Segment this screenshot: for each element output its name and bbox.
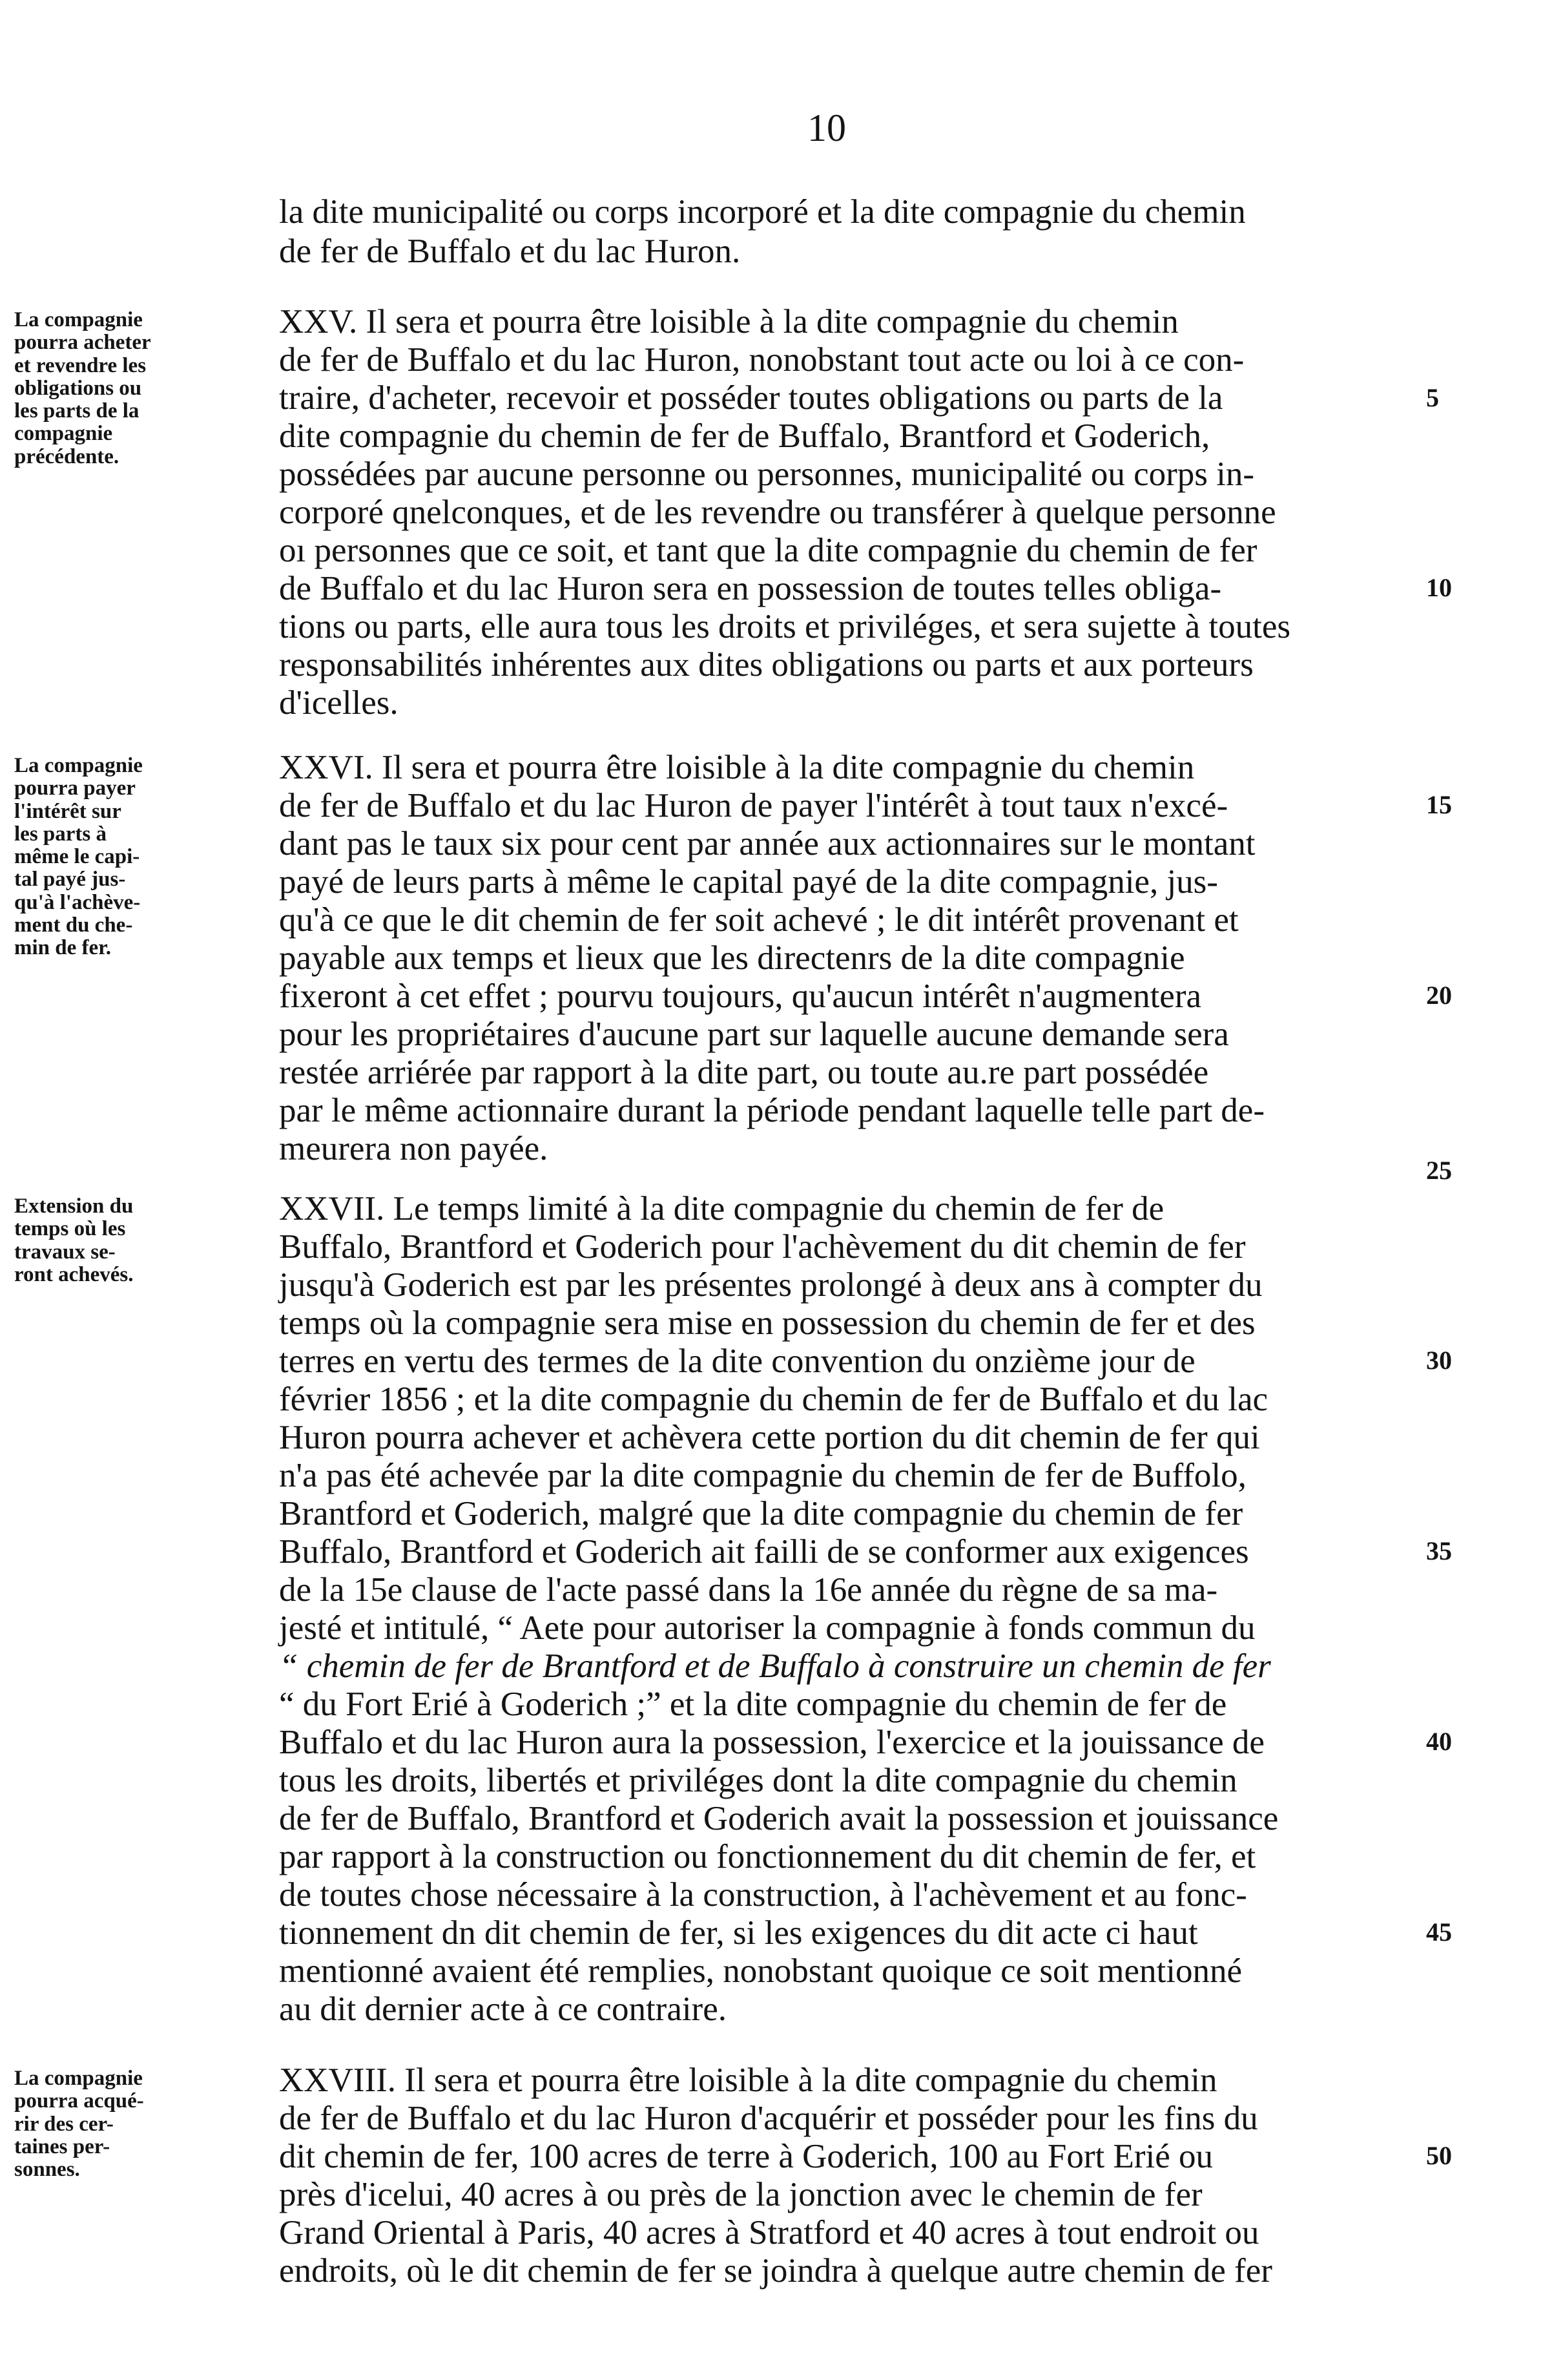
margin-note-line: min de fer. bbox=[14, 936, 112, 960]
margin-note-line: La compagnie bbox=[14, 2067, 143, 2090]
body-line: temps où la compagnie sera mise en possession du chemin de fer et des bbox=[279, 1304, 1256, 1342]
body-line: de Buffalo et du lac Huron sera en possession de toutes telles obliga- bbox=[279, 570, 1222, 607]
body-line: meurera non payée. bbox=[279, 1130, 548, 1167]
body-line: traire, d'acheter, recevoir et posséder toutes obligations ou parts de la bbox=[279, 379, 1223, 417]
body-line: au dit dernier acte à ce contraire. bbox=[279, 1990, 727, 2028]
body-line: Grand Oriental à Paris, 40 acres à Stratford et 40 acres à tout endroit ou bbox=[279, 2214, 1259, 2251]
margin-note bbox=[14, 2067, 266, 2181]
margin-note-line: La compagnie bbox=[14, 754, 143, 777]
body-line: de fer de Buffalo et du lac Huron d'acquérir et posséder pour les fins du bbox=[279, 2100, 1258, 2137]
body-line: XXVI. Il sera et pourra être loisible à la dite compagnie du chemin bbox=[279, 749, 1195, 786]
body-line: oı personnes que ce soit, et tant que la dite compagnie du chemin de fer bbox=[279, 532, 1258, 569]
margin-note-line: La compagnie bbox=[14, 308, 143, 331]
body-line: jusqu'à Goderich est par les présentes prolongé à deux ans à compter du bbox=[279, 1266, 1263, 1304]
margin-note-line: et revendre les bbox=[14, 353, 147, 377]
margin-note-line: obligations ou bbox=[14, 376, 142, 400]
body-line: responsabilités inhérentes aux dites obligations ou parts et aux porteurs bbox=[279, 646, 1254, 684]
body-line: restée arriérée par rapport à la dite part, ou toute au.re part possédée bbox=[279, 1054, 1209, 1091]
line-number: 45 bbox=[1426, 1917, 1452, 1947]
body-line: Huron pourra achever et achèvera cette portion du dit chemin de fer qui bbox=[279, 1419, 1260, 1456]
margin-note-line: précédente. bbox=[14, 444, 119, 468]
line-number: 5 bbox=[1426, 383, 1439, 412]
body-line: terres en vertu des termes de la dite convention du onzième jour de bbox=[279, 1342, 1196, 1380]
margin-note-line: pourra payer bbox=[14, 777, 136, 800]
margin-note-line: les parts de la bbox=[14, 399, 140, 423]
body-line: Buffalo, Brantford et Goderich pour l'achèvement du dit chemin de fer bbox=[279, 1228, 1246, 1266]
body-line: XXV. Il sera et pourra être loisible à la dite compagnie du chemin bbox=[279, 303, 1179, 340]
margin-note-line: taines per- bbox=[14, 2135, 110, 2158]
margin-note-line: l'intérêt sur bbox=[14, 799, 121, 823]
body-line: de fer de Buffalo et du lac Huron, nonobstant tout acte ou loi à ce con- bbox=[279, 341, 1245, 379]
body-line: qu'à ce que le dit chemin de fer soit achevé ; le dit intérêt provenant et bbox=[279, 901, 1239, 939]
body-line: mentionné avaient été remplies, nonobstant quoique ce soit mentionné bbox=[279, 1952, 1242, 1990]
body-line: de toutes chose nécessaire à la construction, à l'achèvement et au fonc- bbox=[279, 1876, 1247, 1914]
body-line: “ chemin de fer de Brantford et de Buffalo à construire un chemin de fer bbox=[279, 1647, 1271, 1685]
margin-note-line: travaux se- bbox=[14, 1240, 116, 1264]
body-line: la dite municipalité ou corps incorporé et la dite compagnie du chemin bbox=[279, 193, 1246, 231]
line-number: 30 bbox=[1426, 1346, 1452, 1375]
body-line: dit chemin de fer, 100 acres de terre à Goderich, 100 au Fort Erié ou bbox=[279, 2138, 1213, 2175]
body-line: tions ou parts, elle aura tous les droits et priviléges, et sera sujette à toutes bbox=[279, 608, 1291, 645]
body-line: par le même actionnaire durant la période pendant laquelle telle part de- bbox=[279, 1092, 1265, 1129]
page-number: 10 bbox=[807, 107, 846, 149]
body-line: jesté et intitulé, “ Aete pour autoriser la compagnie à fonds commun du bbox=[279, 1609, 1256, 1647]
body-line: Buffalo et du lac Huron aura la possession, l'exercice et la jouissance de bbox=[279, 1724, 1265, 1761]
body-line: par rapport à la construction ou fonctionnement du dit chemin de fer, et bbox=[279, 1838, 1256, 1875]
body-line: payable aux temps et lieux que les directenrs de la dite compagnie bbox=[279, 939, 1185, 977]
body-line: tous les droits, libertés et priviléges dont la dite compagnie du chemin bbox=[279, 1762, 1238, 1799]
body-line: fixeront à cet effet ; pourvu toujours, qu'aucun intérêt n'augmentera bbox=[279, 977, 1201, 1015]
body-line: “ du Fort Erié à Goderich ;” et la dite compagnie du chemin de fer de bbox=[279, 1686, 1227, 1723]
margin-note bbox=[14, 309, 266, 468]
line-number: 20 bbox=[1426, 981, 1452, 1010]
body-line: février 1856 ; et la dite compagnie du chemin de fer de Buffalo et du lac bbox=[279, 1381, 1269, 1418]
body-line: dite compagnie du chemin de fer de Buffalo, Brantford et Goderich, bbox=[279, 417, 1210, 455]
body-line: possédées par aucune personne ou personnes, municipalité ou corps in- bbox=[279, 455, 1255, 493]
body-line: pour les propriétaires d'aucune part sur laquelle aucune demande sera bbox=[279, 1016, 1229, 1053]
body-line: n'a pas été achevée par la dite compagnie du chemin de fer de Buffolo, bbox=[279, 1457, 1247, 1494]
line-number: 10 bbox=[1426, 573, 1452, 602]
line-number: 50 bbox=[1426, 2141, 1452, 2170]
margin-note bbox=[14, 1195, 266, 1286]
margin-note-line: sonnes. bbox=[14, 2158, 80, 2182]
body-line: tionnement dn dit chemin de fer, si les exigences du dit acte ci haut bbox=[279, 1914, 1198, 1952]
body-line: Brantford et Goderich, malgré que la dite compagnie du chemin de fer bbox=[279, 1495, 1243, 1532]
body-line: endroits, où le dit chemin de fer se joindra à quelque autre chemin de fer bbox=[279, 2252, 1272, 2290]
line-number: 15 bbox=[1426, 790, 1452, 819]
margin-note-line: qu'à l'achève- bbox=[14, 890, 141, 914]
body-line: corporé qnelconques, et de les revendre ou transférer à quelque personne bbox=[279, 494, 1276, 531]
margin-note-line: rir des cer- bbox=[14, 2112, 114, 2136]
body-line: de la 15e clause de l'acte passé dans la 16e année du règne de sa ma- bbox=[279, 1571, 1218, 1609]
margin-note-line: ment du che- bbox=[14, 913, 133, 937]
margin-note-line: tal payé jus- bbox=[14, 868, 126, 892]
line-number: 35 bbox=[1426, 1536, 1452, 1565]
margin-note-line: les parts à bbox=[14, 822, 107, 846]
body-line: d'icelles. bbox=[279, 684, 399, 722]
margin-note-line: ront achevés. bbox=[14, 1262, 134, 1286]
margin-note-line: compagnie bbox=[14, 422, 113, 446]
margin-note-line: pourra acqué- bbox=[14, 2089, 144, 2113]
body-line: de fer de Buffalo et du lac Huron de payer l'intérêt à tout taux n'excé- bbox=[279, 787, 1228, 824]
margin-note-line: Extension du bbox=[14, 1195, 134, 1218]
body-line: près d'icelui, 40 acres à ou près de la jonction avec le chemin de fer bbox=[279, 2176, 1203, 2213]
margin-note bbox=[14, 755, 266, 960]
margin-note-line: même le capi- bbox=[14, 845, 140, 869]
body-line: Buffalo, Brantford et Goderich ait failli de se conformer aux exigences bbox=[279, 1533, 1249, 1571]
margin-note-line: pourra acheter bbox=[14, 331, 151, 355]
body-line: de fer de Buffalo, Brantford et Goderich avait la possession et jouissance bbox=[279, 1800, 1279, 1837]
line-number: 40 bbox=[1426, 1727, 1452, 1756]
body-line: dant pas le taux six pour cent par année aux actionnaires sur le montant bbox=[279, 825, 1256, 862]
margin-note-line: temps où les bbox=[14, 1217, 126, 1241]
body-line: payé de leurs parts à même le capital payé de la dite compagnie, jus- bbox=[279, 863, 1218, 901]
line-number: 25 bbox=[1426, 1156, 1452, 1185]
body-line: XXVIII. Il sera et pourra être loisible à la dite compagnie du chemin bbox=[279, 2062, 1217, 2099]
body-line: XXVII. Le temps limité à la dite compagnie du chemin de fer de bbox=[279, 1190, 1165, 1227]
body-line: de fer de Buffalo et du lac Huron. bbox=[279, 233, 741, 270]
